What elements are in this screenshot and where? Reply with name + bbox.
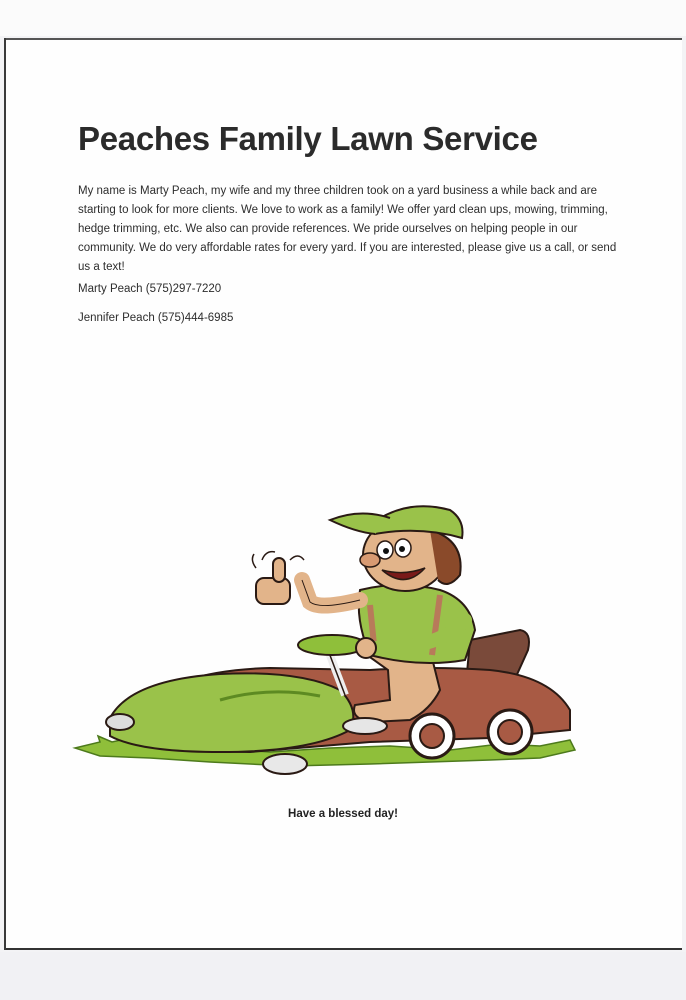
closing-message: Have a blessed day! bbox=[288, 808, 398, 820]
flyer-body-text: My name is Marty Peach, my wife and my three children took on a yard business a while back and are starting to look for more clients. We love to work as a family! We offer yard clean ups, mowing, trimming, hedge trimming, etc. We also can provide references. We pride ourselves on helping people in our community. We do very affordable rates for every yard. If you are interested, please give us a call, or send us a text! bbox=[78, 185, 617, 273]
photo-background-bottom bbox=[0, 952, 686, 1000]
photo-background-top bbox=[0, 0, 686, 36]
lawn-mower-illustration-icon bbox=[70, 490, 590, 790]
contact-marty: Marty Peach (575)297-7220 bbox=[78, 283, 222, 295]
flyer-title: Peaches Family Lawn Service bbox=[78, 120, 538, 157]
contact-jennifer: Jennifer Peach (575)444-6985 bbox=[78, 312, 234, 324]
